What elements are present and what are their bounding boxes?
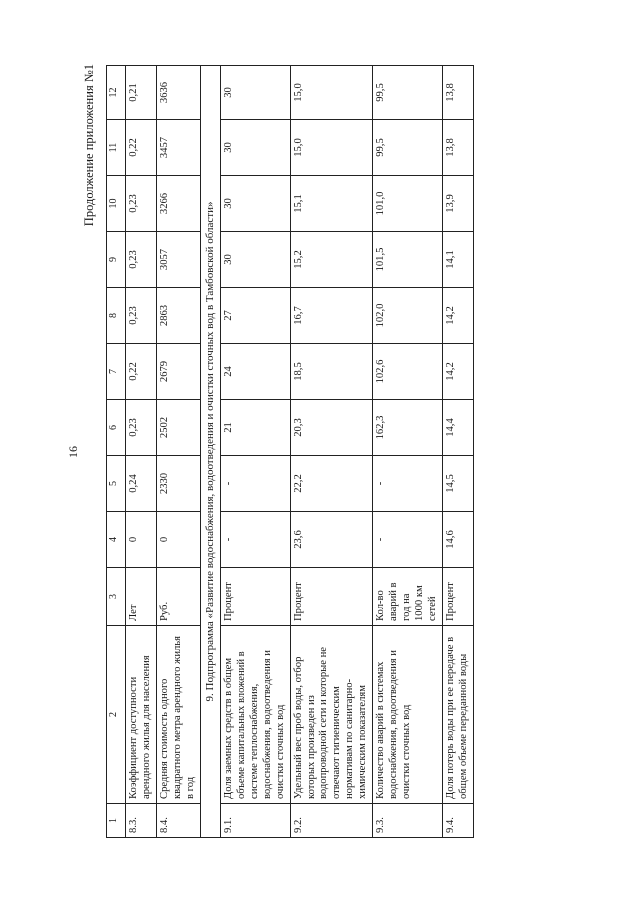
indicator-name: Коэффициент доступности арендного жилья для населения bbox=[126, 626, 157, 804]
table-row bbox=[156, 66, 200, 838]
value-cell: 14,6 bbox=[442, 512, 473, 568]
column-number: 9 bbox=[107, 232, 126, 288]
unit-cell: Процент bbox=[290, 568, 373, 626]
value-cell: 0 bbox=[156, 512, 200, 568]
value-cell: 15,0 bbox=[290, 66, 373, 120]
column-number: 5 bbox=[107, 456, 126, 512]
value-cell: 16,7 bbox=[290, 288, 373, 344]
indicators-table bbox=[106, 65, 474, 838]
value-cell: 0,21 bbox=[126, 66, 157, 120]
value-cell: - bbox=[221, 456, 291, 512]
value-cell: 24 bbox=[221, 344, 291, 400]
value-cell: 23,6 bbox=[290, 512, 373, 568]
column-number: 6 bbox=[107, 400, 126, 456]
value-cell: 14,4 bbox=[442, 400, 473, 456]
value-cell: 102,0 bbox=[373, 288, 443, 344]
value-cell: 13,8 bbox=[442, 66, 473, 120]
column-number: 3 bbox=[107, 568, 126, 626]
value-cell: 15,0 bbox=[290, 120, 373, 176]
table-row bbox=[290, 66, 373, 838]
appendix-label: Продолжение приложения №1 bbox=[82, 64, 96, 227]
value-cell: 99,5 bbox=[373, 66, 443, 120]
column-number: 1 bbox=[107, 804, 126, 838]
rotated-page bbox=[60, 62, 580, 842]
value-cell: 15,1 bbox=[290, 176, 373, 232]
table-row bbox=[373, 66, 443, 838]
value-cell: 102,6 bbox=[373, 344, 443, 400]
value-cell: 0,23 bbox=[126, 232, 157, 288]
value-cell: 30 bbox=[221, 232, 291, 288]
value-cell: 2863 bbox=[156, 288, 200, 344]
value-cell: - bbox=[373, 512, 443, 568]
value-cell: 20,3 bbox=[290, 400, 373, 456]
value-cell: 101,5 bbox=[373, 232, 443, 288]
unit-cell: Руб. bbox=[156, 568, 200, 626]
value-cell: 3266 bbox=[156, 176, 200, 232]
column-number: 10 bbox=[107, 176, 126, 232]
section-title: 9. Подпрограмма «Развитие водоснабжения, водоотведения и очистки сточных вод в Тамбовской области» bbox=[200, 66, 220, 838]
unit-cell: Процент bbox=[221, 568, 291, 626]
value-cell: 18,5 bbox=[290, 344, 373, 400]
value-cell: 0,23 bbox=[126, 288, 157, 344]
value-cell: 3636 bbox=[156, 66, 200, 120]
value-cell: 99,5 bbox=[373, 120, 443, 176]
value-cell: 101,0 bbox=[373, 176, 443, 232]
row-number: 8.4. bbox=[156, 804, 200, 838]
value-cell: 14,1 bbox=[442, 232, 473, 288]
column-number: 7 bbox=[107, 344, 126, 400]
value-cell: 0,22 bbox=[126, 344, 157, 400]
value-cell: 13,8 bbox=[442, 120, 473, 176]
value-cell: - bbox=[221, 512, 291, 568]
value-cell: 15,2 bbox=[290, 232, 373, 288]
column-number: 4 bbox=[107, 512, 126, 568]
row-number: 9.2. bbox=[290, 804, 373, 838]
row-number: 9.3. bbox=[373, 804, 443, 838]
row-number: 9.1. bbox=[221, 804, 291, 838]
value-cell: 30 bbox=[221, 176, 291, 232]
value-cell: 3057 bbox=[156, 232, 200, 288]
value-cell: 30 bbox=[221, 66, 291, 120]
column-number: 11 bbox=[107, 120, 126, 176]
value-cell: 14,5 bbox=[442, 456, 473, 512]
unit-cell: Кол-во аварий в год на 1000 км сетей bbox=[373, 568, 443, 626]
value-cell: 14,2 bbox=[442, 344, 473, 400]
column-number: 12 bbox=[107, 66, 126, 120]
column-number: 8 bbox=[107, 288, 126, 344]
value-cell: 0,23 bbox=[126, 400, 157, 456]
value-cell: 0,22 bbox=[126, 120, 157, 176]
value-cell: 22,2 bbox=[290, 456, 373, 512]
value-cell: - bbox=[373, 456, 443, 512]
value-cell: 0,23 bbox=[126, 176, 157, 232]
indicator-name: Количество аварий в системах водоснабжения, водоотведения и очистки сточных вод bbox=[373, 626, 443, 804]
table-row bbox=[126, 66, 157, 838]
value-cell: 2502 bbox=[156, 400, 200, 456]
value-cell: 3457 bbox=[156, 120, 200, 176]
value-cell: 27 bbox=[221, 288, 291, 344]
value-cell: 2330 bbox=[156, 456, 200, 512]
unit-cell: Лет bbox=[126, 568, 157, 626]
value-cell: 30 bbox=[221, 120, 291, 176]
row-number: 9.4. bbox=[442, 804, 473, 838]
value-cell: 162,3 bbox=[373, 400, 443, 456]
indicator-name: Доля потерь воды при ее передаче в общем объеме переданной воды bbox=[442, 626, 473, 804]
section-header-row bbox=[200, 66, 220, 838]
value-cell: 0 bbox=[126, 512, 157, 568]
value-cell: 21 bbox=[221, 400, 291, 456]
row-number: 8.3. bbox=[126, 804, 157, 838]
value-cell: 14,2 bbox=[442, 288, 473, 344]
unit-cell: Процент bbox=[442, 568, 473, 626]
value-cell: 13,9 bbox=[442, 176, 473, 232]
column-number-row bbox=[107, 66, 126, 838]
indicator-name: Доля заемных средств в общем объеме капитальных вложений в системе теплоснабжения, водоснабжения, водоотведения и очистки сточных вод bbox=[221, 626, 291, 804]
table-row bbox=[442, 66, 473, 838]
value-cell: 2679 bbox=[156, 344, 200, 400]
indicator-name: Удельный вес проб воды, отбор которых произведен из водопроводной сети и которые не отвечают гигиеническим нормативам по санитарно-химическим показателям bbox=[290, 626, 373, 804]
page-number: 16 bbox=[66, 446, 80, 458]
table-row bbox=[221, 66, 291, 838]
value-cell: 0,24 bbox=[126, 456, 157, 512]
indicator-name: Средняя стоимость одного квадратного метра арендного жилья в год bbox=[156, 626, 200, 804]
column-number: 2 bbox=[107, 626, 126, 804]
